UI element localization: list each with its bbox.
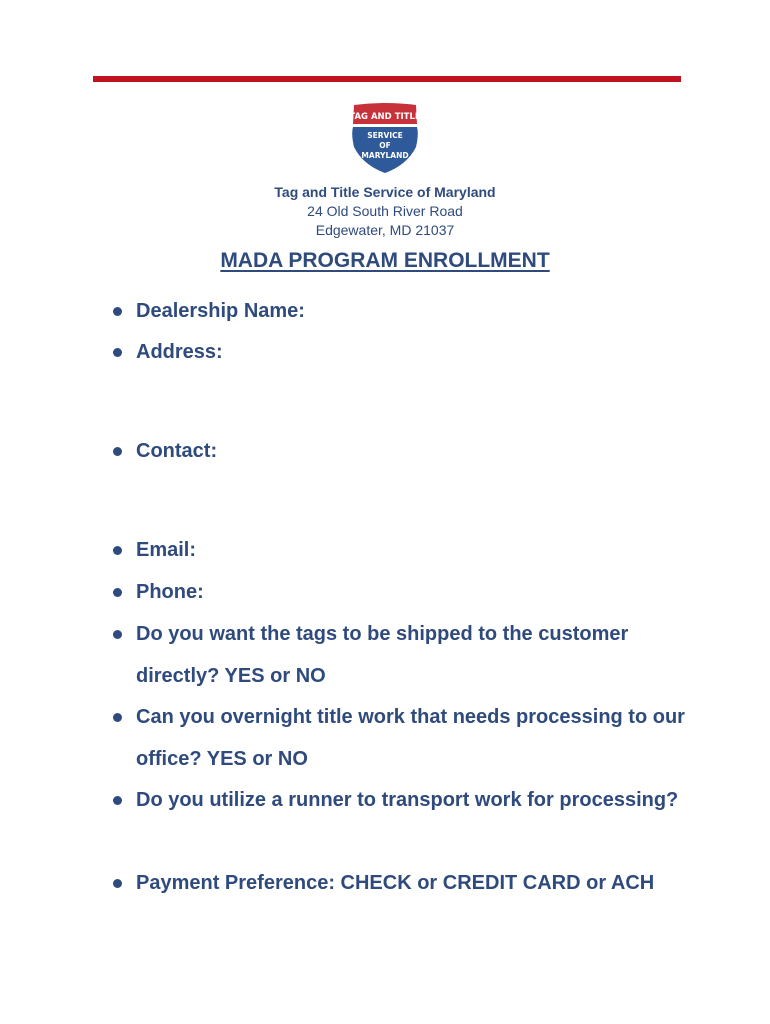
list-item-runner	[113, 779, 713, 821]
list-item-label: Do you utilize a runner to transport work for processing?	[136, 789, 679, 811]
list-item-dealership-name	[113, 290, 713, 332]
bullet-icon	[113, 796, 122, 805]
logo-line-1: TAG AND TITLE	[349, 112, 421, 122]
company-city: Edgewater, MD 21037	[315, 222, 455, 238]
bullet-icon	[113, 713, 122, 722]
list-item-phone	[113, 571, 713, 613]
list-item-label: Phone:	[136, 581, 204, 603]
logo-line-4: MARYLAND	[361, 151, 409, 160]
list-item-email	[113, 529, 713, 571]
bullet-icon	[113, 348, 122, 357]
company-street: 24 Old South River Road	[307, 203, 463, 219]
list-item-label: Payment Preference: CHECK or CREDIT CARD or ACH	[136, 872, 655, 894]
company-name: Tag and Title Service of Maryland	[274, 184, 496, 200]
bullet-icon	[113, 630, 122, 639]
list-item-label: Email:	[136, 539, 197, 561]
header-rule	[93, 76, 681, 82]
bullet-icon	[113, 588, 122, 597]
logo-line-3: OF	[379, 141, 391, 150]
list-item-label: Dealership Name:	[136, 300, 305, 322]
list-item-contact	[113, 430, 713, 472]
list-item-label: Contact:	[136, 440, 218, 462]
interstate-shield-icon	[345, 100, 425, 178]
list-item-address	[113, 331, 713, 373]
list-item-label: Address:	[136, 341, 223, 363]
list-item-overnight	[113, 696, 713, 780]
company-logo	[345, 100, 425, 178]
list-item-label: Can you overnight title work that needs processing to our office? YES or NO	[136, 706, 685, 770]
bullet-icon	[113, 307, 122, 316]
list-item-payment	[113, 862, 713, 904]
list-item-ship-tags	[113, 613, 713, 697]
list-item-label: Do you want the tags to be shipped to the customer directly? YES or NO	[136, 623, 629, 687]
logo-line-2: SERVICE	[367, 131, 403, 140]
bullet-icon	[113, 879, 122, 888]
bullet-icon	[113, 546, 122, 555]
bullet-icon	[113, 447, 122, 456]
page-title: MADA PROGRAM ENROLLMENT	[220, 249, 550, 272]
